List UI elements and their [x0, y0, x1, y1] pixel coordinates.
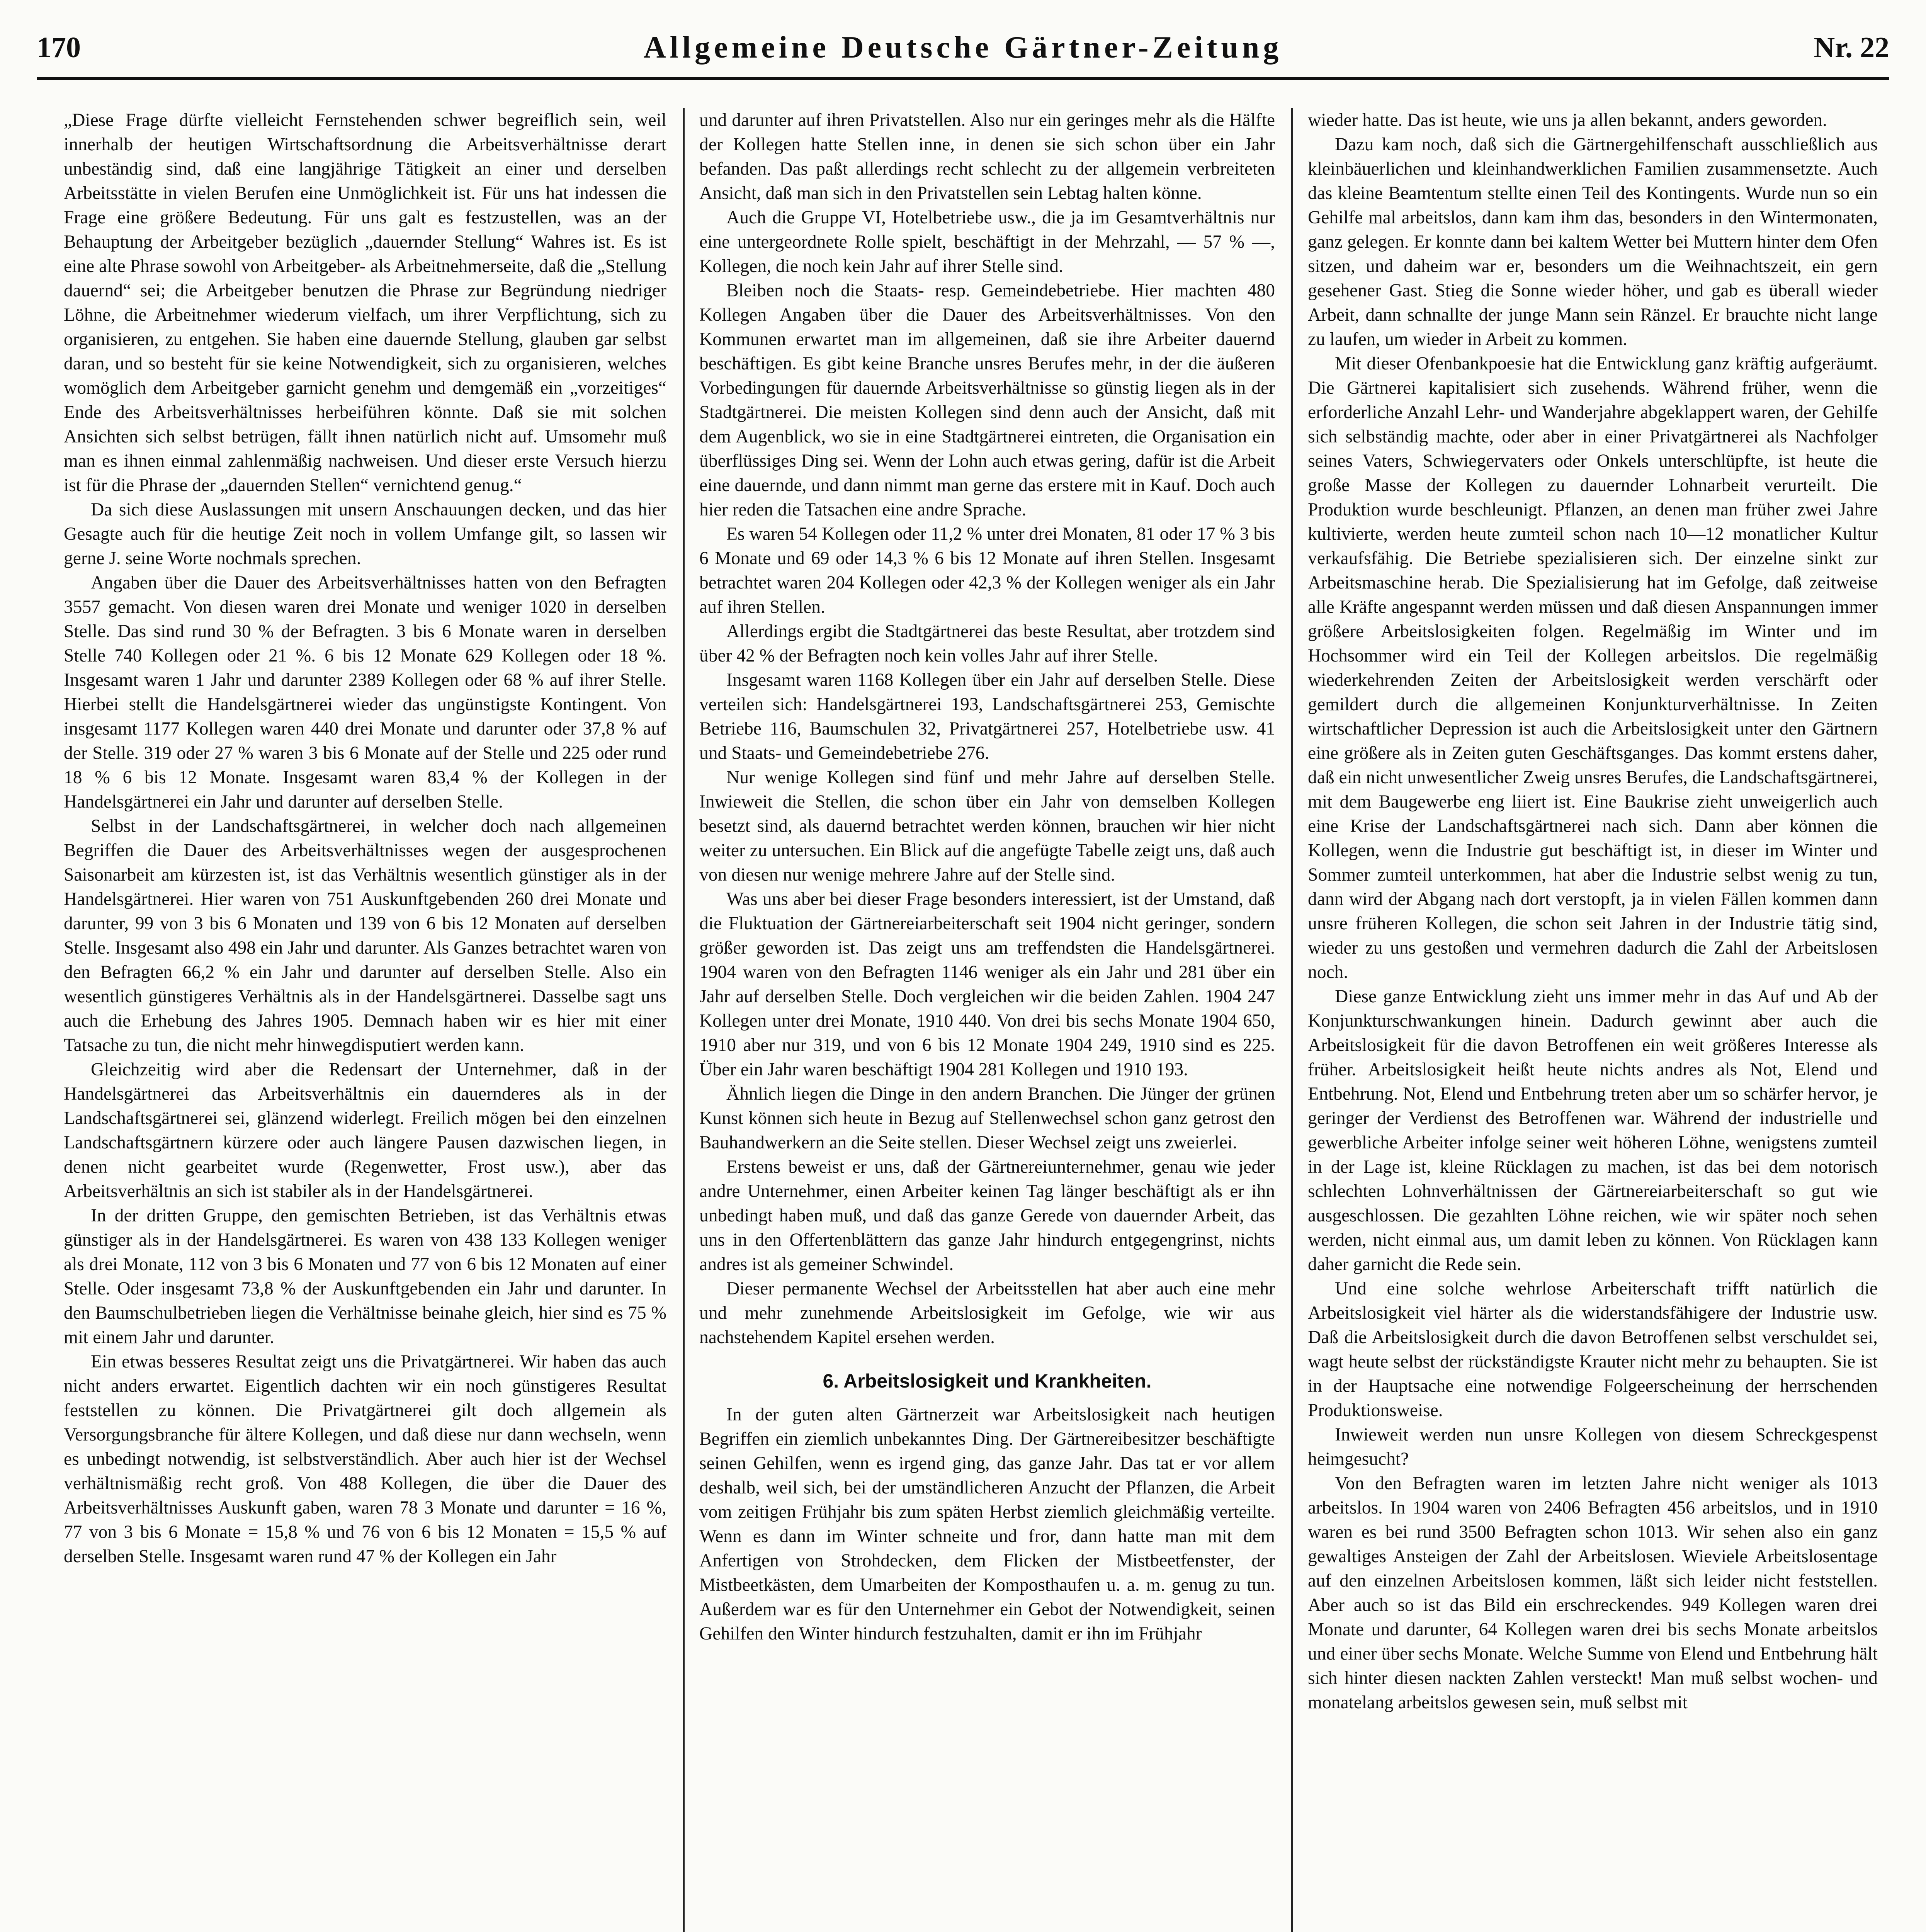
column-divider [683, 108, 685, 1932]
paragraph: und darunter auf ihren Privatstellen. Also nur ein geringes mehr als die Hälfte der Kollegen hatte Stellen inne, in denen sie sich schon über ein Jahr befanden. Das paßt allerdings recht schlecht zu der allgemein verbreiteten Ansicht, daß man sich in den Privatstellen sein Lebtag halten könne. [699, 110, 1275, 203]
paragraph: Angaben über die Dauer des Arbeitsverhältnisses hatten von den Befragten 3557 gemacht. Von diesen waren drei Monate und weniger 1020 in derselben Stelle. Das sind rund 30 % der Befragten. 3 bis 6 Monate waren in derselben Stelle 740 Kollegen oder 21 %. 6 bis 12 Monate 629 Kollegen oder 18 %. Insgesamt waren 1 Jahr und darunter 2389 Kollegen oder 68 % auf ihrer Stelle. Hierbei stellt die Handelsgärtnerei wieder das ungünstigste Kontingent. Von insgesamt 1177 Kollegen waren 440 drei Monate und darunter oder 37,8 % auf der Stelle. 319 oder 27 % waren 3 bis 6 Monate auf der Stelle und 225 oder rund 18 % 6 bis 12 Monate. Insgesamt waren 83,4 % der Kollegen in der Handelsgärtnerei ein Jahr und darunter auf derselben Stelle. [64, 573, 666, 812]
paragraph: In der guten alten Gärtnerzeit war Arbeitslosigkeit nach heutigen Begriffen ein ziemlich unbekanntes Ding. Der Gärtnereibesitzer beschäftigte seinen Gehilfen, wenn es irgend ging, das ganze Jahr. Das tat er vor allem deshalb, weil sich, bei der umständlicheren Anzucht der Pflanzen, die Arbeit vom zeitigen Frühjahr bis zum späten Herbst ziemlich gleichmäßig verteilte. Wenn es dann im Winter schneite und fror, dann hatte man mit dem Anfertigen von Strohdecken, dem Flicken der Mistbeetfenster, der Mistbeetkästen, dem Umarbeiten der Komposthaufen u. a. m. genug zu tun. Außerdem war es für den Unternehmer ein Gebot der Notwendigkeit, seinen Gehilfen den Winter hindurch festzuhalten, damit er ihn im Frühjahr [699, 1405, 1275, 1644]
paragraph: „Diese Frage dürfte vielleicht Fernstehenden schwer begreiflich sein, weil innerhalb der heutigen Wirtschaftsordnung die Arbeitsverhältnisse derart unbeständig sind, daß eine langjährige Tätigkeit an einer und derselben Arbeitsstätte in vielen Berufen eine Unmöglichkeit ist. Für uns hat indessen die Frage eine größere Bedeutung. Für uns galt es festzustellen, was an der Behauptung der Arbeitgeber bezüglich „dauernder Stellung“ Wahres ist. Es ist eine alte Phrase sowohl von Arbeitgeber- als Arbeitnehmerseite, daß die „Stellung dauernd“ sei; die Arbeitgeber benutzen die Phrase zur Begründung niedriger Löhne, die Arbeitnehmer wiederum vielfach, um ihrer Verpflichtung, sich zu organisieren, zu entgehen. Sie haben eine dauernde Stellung, glauben gar selbst daran, und so besteht für sie keine Notwendigkeit, sich zu organisieren, welches womöglich dem Arbeitgeber garnicht genehm und demgemäß ein „vorzeitiges“ Ende des Arbeitsverhältnisses herbeiführen könnte. Daß sie mit solchen Ansichten sich selbst betrügen, fällt ihnen natürlich nicht auf. Umsomehr muß man es ihnen einmal zahlenmäßig nachweisen. Und dieser erste Versuch hierzu ist für die Phrase der „dauernden Stellen“ vernichtend genug.“ [64, 110, 666, 495]
paragraph: Ein etwas besseres Resultat zeigt uns die Privatgärtnerei. Wir haben das auch nicht anders erwartet. Eigentlich dachten wir ein noch günstigeres Resultat feststellen zu können. Die Privatgärtnerei gilt doch allgemein als Versorgungsbranche für ältere Kollegen, und daß diese nur dann wechseln, wenn es unbedingt notwendig, ist selbstverständlich. Aber auch hier ist der Wechsel verhältnismäßig recht groß. Von 488 Kollegen, die über die Dauer des Arbeitsverhältnisses Auskunft gaben, waren 78 3 Monate und darunter = 16 %, 77 von 3 bis 6 Monate = 15,8 % und 76 von 6 bis 12 Monaten = 15,5 % auf derselben Stelle. Insgesamt waren rund 47 % der Kollegen ein Jahr [64, 1352, 666, 1566]
paragraph: Selbst in der Landschaftsgärtnerei, in welcher doch nach allgemeinen Begriffen die Dauer des Arbeitsverhältnisses wegen der ausgesprochenen Saisonarbeit am kürzesten ist, ist das Verhältnis wesentlich günstiger als in der Handelsgärtnerei. Hier waren von 751 Auskunftgebenden 260 drei Monate und darunter, 99 von 3 bis 6 Monaten und 139 von 6 bis 12 Monaten auf derselben Stelle. Insgesamt also 498 ein Jahr und darunter. Als Ganzes betrachtet waren von den Befragten 66,2 % ein Jahr und darunter auf derselben Stelle. Also ein wesentlich günstigeres Verhältnis als in der Handelsgärtnerei. Dasselbe sagt uns auch die Erhebung des Jahres 1905. Demnach haben wir es hier mit einer Tatsache zu tun, die nicht mehr hinwegdisputiert werden kann. [64, 816, 666, 1055]
paragraph: Mit dieser Ofenbankpoesie hat die Entwicklung ganz kräftig aufgeräumt. Die Gärtnerei kapitalisiert sich zusehends. Während früher, wenn die erforderliche Anzahl Lehr- und Wanderjahre abgeklappert waren, der Gehilfe sich selbständig machte, oder aber in einer Privatgärtnerei als Nachfolger seines Vaters, Schwiegervaters oder Onkels unterschlüpfte, ist heute die große Masse der Kollegen zu dauernder Lohnarbeit verurteilt. Die Produktion wurde beschleunigt. Pflanzen, an denen man früher zwei Jahre kultivierte, werden heute zumteil schon nach 10—12 monatlicher Kultur verkaufsfähig. Die Betriebe spezialisieren sich. Der einzelne sinkt zur Arbeitsmaschine herab. Die Spezialisierung hat im Gefolge, daß zeitweise alle Kräfte angespannt werden müssen und daß diesen Anspannungen immer größere Arbeitslosigkeiten folgen. Regelmäßig im Winter und im Hochsommer wird ein Teil der Kollegen arbeitslos. Die regelmäßig wiederkehrenden Zeiten der Arbeitslosigkeit werden verschärft oder gemildert durch die allgemeinen Konjunkturverhältnisse. In Zeiten wirtschaftlicher Depression ist auch die Arbeitslosigkeit unter den Gärtnern eine größere als in Zeiten guten Geschäftsganges. Das kommt erstens daher, daß ein nicht unwesentlicher Zweig unsres Berufes, die Landschaftsgärtnerei, mit dem Baugewerbe eng liiert ist. Eine Baukrise zieht unweigerlich auch eine Krise der Landschaftsgärtnerei nach sich. Dann aber können die Kollegen, wenn die Industrie gut beschäftigt ist, in dieser im Winter und Sommer zumteil unterkommen, hat aber die Industrie selbst wenig zu tun, dann wird der Abgang nach dort verstopft, ja in vielen Fällen kommen dann unsre früheren Kollegen, die schon seit Jahren in der Industrie tätig sind, wieder zu uns gestoßen und vermehren dadurch die Zahl der Arbeitslosen noch. [1308, 354, 1878, 982]
paragraph: Erstens beweist er uns, daß der Gärtnereiunternehmer, genau wie jeder andre Unternehmer, einen Arbeiter keinen Tag länger beschäftigt als er ihn unbedingt haben muß, und daß das ganze Gerede von dauernder Arbeit, das uns in den Offertenblättern das ganze Jahr hindurch entgegengrinst, nichts andres ist als gemeiner Schwindel. [699, 1157, 1275, 1274]
paragraph: Allerdings ergibt die Stadtgärtnerei das beste Resultat, aber trotzdem sind über 42 % der Befragten noch kein volles Jahr auf ihrer Stelle. [699, 621, 1275, 666]
page-number: 170 [37, 31, 81, 64]
header-rule [37, 77, 1889, 80]
text-column-2 [699, 108, 1275, 1932]
paragraph: Von den Befragten waren im letzten Jahre nicht weniger als 1013 arbeitslos. In 1904 waren von 2406 Befragten 456 arbeitslos, und in 1910 waren es bei rund 3500 Befragten schon 1013. Wir sehen also ein ganz gewaltiges Ansteigen der Zahl der Arbeitslosen. Wieviele Arbeitslosentage auf den einzelnen Arbeitslosen kommen, läßt sich leider nicht feststellen. Aber auch so ist das Bild ein erschreckendes. 949 Kollegen waren drei Monate und darunter, 64 Kollegen waren drei bis sechs Monate arbeitslos und einer über sechs Monate. Welche Summe von Elend und Entbehrung hält sich hinter diesen nackten Zahlen versteckt! Man muß selbst wochen- und monatelang arbeitslos gewesen sein, muß selbst mit [1308, 1473, 1878, 1713]
column-divider [1291, 108, 1293, 1932]
text-column-1 [64, 108, 666, 1932]
page-header [37, 27, 1889, 73]
paragraph: Dazu kam noch, daß sich die Gärtnergehilfenschaft ausschließlich aus kleinbäuerlichen und kleinhandwerklichen Familien zusammensetzte. Auch das kleine Beamtentum stellte einen Teil des Kontingents. Wurde nun so ein Gehilfe mal arbeitslos, dann kam ihm das, besonders in den Wintermonaten, ganz gelegen. Er konnte dann bei kaltem Wetter bei Muttern hinter dem Ofen sitzen, und daheim war er, besonders um die Weihnachtszeit, ein gern gesehener Gast. Stieg die Sonne wieder höher, und gab es überall wieder Arbeit, dann schnallte der junge Mann sein Ränzel. Er brauchte nicht lange zu laufen, um wieder in Arbeit zu kommen. [1308, 134, 1878, 349]
paragraph: Gleichzeitig wird aber die Redensart der Unternehmer, daß in der Handelsgärtnerei das Arbeitsverhältnis ein dauernderes als in der Landschaftsgärtnerei sei, glänzend widerlegt. Freilich mögen bei den einzelnen Landschaftsgärtnern kürzere oder auch längere Pausen dazwischen liegen, in denen nicht gearbeitet wurde (Regenwetter, Frost usw.), aber das Arbeitsverhältnis an sich ist stabiler als in der Handelsgärtnerei. [64, 1060, 666, 1201]
paragraph: Auch die Gruppe VI, Hotelbetriebe usw., die ja im Gesamtverhältnis nur eine untergeordnete Rolle spielt, beschäftigt in der Mehrzahl, — 57 % —, Kollegen, die noch kein Jahr auf ihrer Stelle sind. [699, 207, 1275, 276]
issue-number: Nr. 22 [1814, 31, 1889, 64]
paragraph: Da sich diese Auslassungen mit unsern Anschauungen decken, und das hier Gesagte auch für die heutige Zeit noch in vollem Umfange gilt, so lassen wir gerne J. seine Worte nochmals sprechen. [64, 500, 666, 568]
paragraph: Bleiben noch die Staats- resp. Gemeindebetriebe. Hier machten 480 Kollegen Angaben über die Dauer des Arbeitsverhältnisses. Von den Kommunen erwartet man im allgemeinen, daß sie ihre Arbeiter dauernd beschäftigen. Es gibt keine Branche unsres Berufes mehr, in der die äußeren Vorbedingungen für dauernde Arbeitsverhältnisse so günstig liegen als in der Stadtgärtnerei. Die meisten Kollegen sind denn auch der Ansicht, daß mit dem Augenblick, wo sie in eine Stadtgärtnerei eintreten, die Organisation ein überflüssiges Ding sei. Wenn der Lohn auch etwas gering, dafür ist die Arbeit eine dauernde, und dann nimmt man gerne das erstere mit in Kauf. Doch auch hier reden die Tatsachen eine andre Sprache. [699, 281, 1275, 520]
paragraph: Inwieweit werden nun unsre Kollegen von diesem Schreckgespenst heimgesucht? [1308, 1425, 1878, 1469]
text-column-3 [1308, 108, 1878, 1932]
paragraph: Ähnlich liegen die Dinge in den andern Branchen. Die Jünger der grünen Kunst können sich heute in Bezug auf Stellenwechsel schon ganz getrost den Bauhandwerkern an die Seite stellen. Dieser Wechsel zeigt uns zweierlei. [699, 1084, 1275, 1153]
paragraph: Was uns aber bei dieser Frage besonders interessiert, ist der Umstand, daß die Fluktuation der Gärtnereiarbeiterschaft seit 1904 nicht geringer, sondern größer geworden ist. Das zeigt uns am treffendsten die Handelsgärtnerei. 1904 waren von den Befragten 1146 weniger als ein Jahr und 281 über ein Jahr auf derselben Stelle. Doch vergleichen wir die beiden Zahlen. 1904 247 Kollegen unter drei Monate, 1910 440. Von drei bis sechs Monate 1904 650, 1910 aber nur 319, und von 6 bis 12 Monate 1904 249, 1910 sind es 225. Über ein Jahr waren beschäftigt 1904 281 Kollegen und 1910 193. [699, 889, 1275, 1080]
paragraph: Dieser permanente Wechsel der Arbeitsstellen hat aber auch eine mehr und mehr zunehmende Arbeitslosigkeit im Gefolge, wie wir aus nachstehendem Kapitel ersehen werden. [699, 1279, 1275, 1347]
paragraph: Diese ganze Entwicklung zieht uns immer mehr in das Auf und Ab der Konjunkturschwankungen hinein. Dadurch gewinnt aber auch die Arbeitslosigkeit für die davon Betroffenen ein weit größeres Interesse als früher. Arbeitslosigkeit heißt heute nichts andres als Not, Elend und Entbehrung. Not, Elend und Entbehrung treten aber um so schärfer hervor, je geringer der Verdienst des Betroffenen war. Während der industrielle und gewerbliche Arbeiter infolge seiner weit höheren Löhne, wenigstens zumteil in der Lage ist, kleine Rücklagen zu machen, ist das bei dem notorisch schlechten Lohnverhältnissen der Gärtnereiarbeiterschaft so gut wie ausgeschlossen. Die gezahlten Löhne reichen, wie wir später noch sehen werden, nicht einmal aus, um damit leben zu können. Von Rücklagen kann daher garnicht die Rede sein. [1308, 986, 1878, 1274]
paragraph: Und eine solche wehrlose Arbeiterschaft trifft natürlich die Arbeitslosigkeit viel härter als die widerstandsfähigere der Industrie usw. Daß die Arbeitslosigkeit durch die davon Betroffenen selbst verschuldet sei, wagt heute selbst der rückständigste Krauter nicht mehr zu behaupten. Sie ist in der Hauptsache eine notwendige Folgeerscheinung der herrschenden Produktionsweise. [1308, 1279, 1878, 1420]
journal-title: Allgemeine Deutsche Gärtner-Zeitung [643, 31, 1283, 65]
paragraph: In der dritten Gruppe, den gemischten Betrieben, ist das Verhältnis etwas günstiger als in der Handelsgärtnerei. Es waren von 438 133 Kollegen weniger als drei Monate, 112 von 3 bis 6 Monaten und 77 von 6 bis 12 Monaten auf einer Stelle. Oder insgesamt 73,8 % der Auskunftgebenden ein Jahr und darunter. In den Baumschulbetrieben liegen die Verhältnisse beinahe gleich, hier sind es 75 % mit einem Jahr und darunter. [64, 1206, 666, 1347]
section-heading: 6. Arbeitslosigkeit und Krankheiten. [823, 1370, 1152, 1392]
paragraph: Insgesamt waren 1168 Kollegen über ein Jahr auf derselben Stelle. Diese verteilen sich: Handelsgärtnerei 193, Landschaftsgärtnerei 253, Gemischte Betriebe 116, Baumschulen 32, Privatgärtnerei 257, Hotelbetriebe usw. 41 und Staats- und Gemeindebetriebe 276. [699, 670, 1275, 763]
paragraph: Nur wenige Kollegen sind fünf und mehr Jahre auf derselben Stelle. Inwieweit die Stellen, die schon über ein Jahr von demselben Kollegen besetzt sind, als dauernd betrachtet werden können, brauchen wir hier nicht weiter zu untersuchen. Ein Blick auf die angefügte Tabelle zeigt uns, daß auch von diesen nur wenige mehrere Jahre auf der Stelle sind. [699, 767, 1275, 885]
paragraph: Es waren 54 Kollegen oder 11,2 % unter drei Monaten, 81 oder 17 % 3 bis 6 Monate und 69 oder 14,3 % 6 bis 12 Monate auf ihren Stellen. Insgesamt betrachtet waren 204 Kollegen oder 42,3 % der Kollegen weniger als ein Jahr auf ihren Stellen. [699, 524, 1275, 617]
paragraph: wieder hatte. Das ist heute, wie uns ja allen bekannt, anders geworden. [1308, 110, 1827, 130]
